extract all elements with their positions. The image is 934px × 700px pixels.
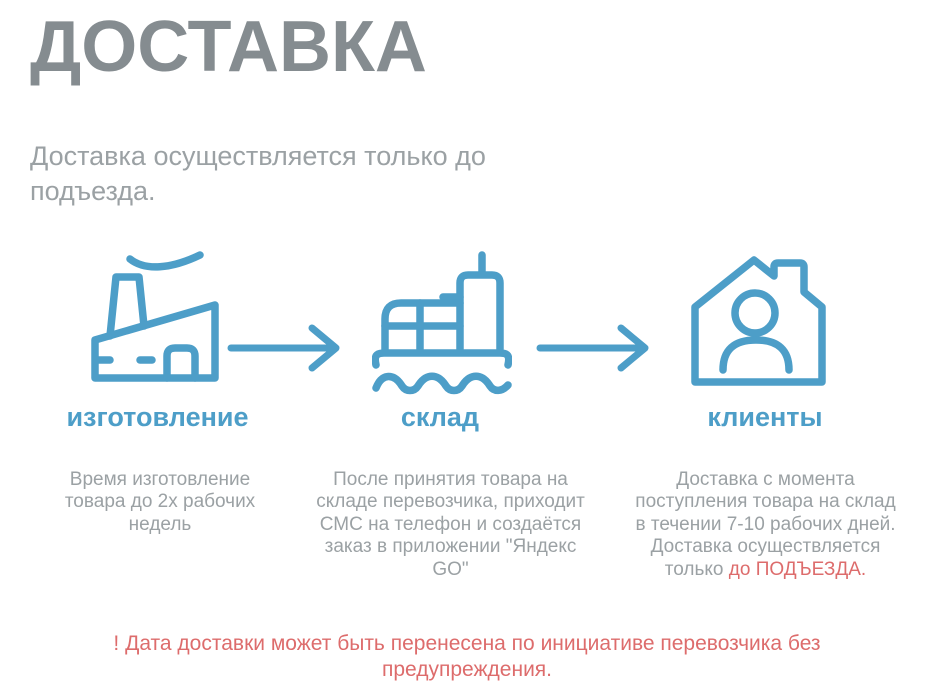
cargo-ship-icon [372, 245, 512, 400]
step-label-manufacturing: изготовление [66, 402, 249, 432]
step-description-manufacturing: Время изготовление товара до 2х рабочих недель [64, 469, 256, 535]
page-title: ДОСТАВКА [30, 7, 427, 87]
step-label-clients: клиенты [707, 402, 823, 432]
house-client-icon [683, 247, 833, 407]
factory-icon [85, 245, 225, 395]
page-subtitle: Доставка осуществляется только до подъезда. [30, 141, 486, 207]
wave-line [376, 376, 508, 390]
person-shoulders [723, 340, 789, 370]
step-description-clients [628, 469, 903, 581]
person-head [735, 293, 775, 333]
step-label-warehouse: склад [400, 402, 480, 432]
step-description-warehouse: После принятия товара на складе перевозчика, приходит СМС на телефон и создаётся заказ в приложении "Яндекс GO" [316, 469, 585, 580]
clients-description-highlight: до ПОДЪЕЗДА. [728, 558, 867, 580]
clients-description-text: Доставка с момента поступления товара на склад в течении 7-10 рабочих дней. Доставка осуществляется только [635, 469, 896, 580]
arrow-right-icon [535, 320, 653, 381]
footnote-warning: ! Дата доставки может быть перенесена по инициативе перевозчика без предупреждения. [113, 632, 821, 682]
superstructure [460, 275, 500, 349]
hull [375, 353, 508, 365]
smoke-line [130, 255, 200, 267]
arrow-right-icon [226, 320, 344, 381]
house-outline [695, 260, 822, 382]
factory-door [167, 348, 195, 378]
